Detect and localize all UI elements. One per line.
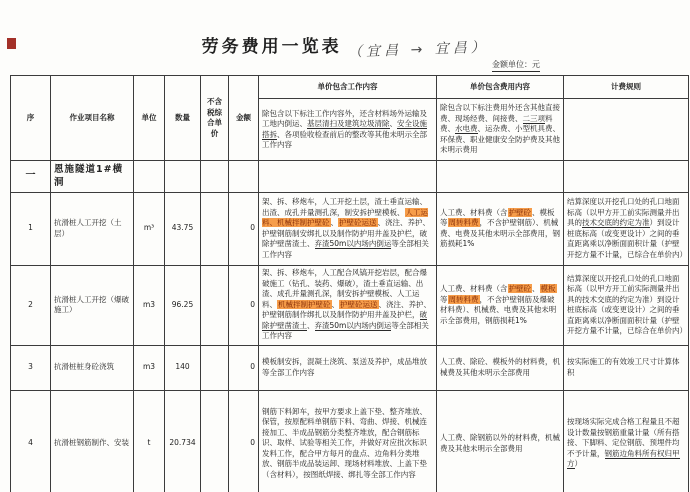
handwritten-annotation: （宜昌 → 宜昌） — [347, 39, 489, 61]
cell-amount — [229, 161, 259, 193]
cell-amount: 0 — [229, 345, 259, 390]
table-row — [11, 161, 689, 193]
cell-work-content: 架、拆、移炮车，人工配合风镐开挖岩层，配合爆破施工（钻孔、装药、爆破），渣土垂直运输、出渣、成孔并量测孔深，制安拆护壁模板、人工运料、机械拌制护壁砼、护壁砼运送、浇注、养护、护壁钢筋制作绑扎以及制作防护用井盖及护栏，破除护壁凿渣土、弃渣50m以内场内倒运等全部相关工作内容 — [259, 265, 437, 345]
header-cost-content: 单价包含费用内容 — [437, 76, 564, 99]
cell-amount: 0 — [229, 192, 259, 265]
cell-unit-price — [201, 192, 229, 265]
page-title: 劳务费用一览表 — [201, 37, 342, 57]
header-amount: 金额 — [229, 76, 259, 161]
cell-cost-content: 人工费、材料费（含护壁砼、模板等周转料费，不含护壁钢筋）、机械费、电费及其他未明示全部费用，钢筋损耗1% — [437, 192, 564, 265]
cell-quantity: 140 — [165, 345, 201, 390]
header-work-content: 单价包含工作内容 — [259, 76, 437, 99]
cell-quantity: 43.75 — [165, 192, 201, 265]
cell-unit-price — [201, 265, 229, 345]
cell-quantity: 96.25 — [165, 265, 201, 345]
cell-unit — [134, 161, 165, 193]
cell-amount: 0 — [229, 390, 259, 492]
header-billing-rule: 计费规则 — [564, 76, 689, 99]
cell-item-name: 抗滑桩桩身砼浇筑 — [51, 345, 134, 390]
labor-cost-table — [10, 75, 689, 492]
currency-unit-note: 金额单位：元 — [492, 59, 540, 72]
cost-content-note: 除包含以下标注费用外还含其他直接费、现场经费、间接费、二三项料费、水电费、运杂费、小型机具费、环保费、职业健康安全防护费及其他未明示费用 — [437, 99, 564, 161]
title-block — [0, 32, 690, 61]
header-item-name: 作业项目名称 — [51, 76, 134, 161]
cell-cost-content: 人工费、材料费（含护壁砼、模板等周转料费，不含护壁钢筋及爆破材料费）、机械费、电费及其他未明示全部费用，钢筋损耗1% — [437, 265, 564, 345]
cell-cost-content — [437, 161, 564, 193]
cell-billing-rule — [564, 161, 689, 193]
cell-seq: 3 — [11, 345, 51, 390]
cell-item-name: 恩施隧道1#横洞 — [51, 161, 134, 193]
table-row — [11, 192, 689, 265]
cell-item-name: 抗滑桩钢筋制作、安装 — [51, 390, 134, 492]
work-content-note: 除包含以下标注工作内容外，还含材料场外运输及工地内倒运、基层清扫及建筑垃圾清除、安全设施搭拆、各项验收检查前后的整改等其他未明示全部工作内容 — [259, 99, 437, 161]
cell-work-content: 模板制安拆，混凝土浇筑、泵送及养护，成品堆放等全部工作内容 — [259, 345, 437, 390]
cell-unit: m³ — [134, 192, 165, 265]
cell-item-name: 抗滑桩人工开挖（爆破施工） — [51, 265, 134, 345]
cell-unit-price — [201, 161, 229, 193]
cell-amount: 0 — [229, 265, 259, 345]
cell-work-content: 钢筋下料卸车，按甲方要求上盖下垫、整齐堆放、保管，按原配料单钢筋下料、弯曲、焊接、机械连接加工、半成品钢筋分类整齐堆放，配合钢筋标识、取样、试验等相关工作，并做好对应批次标识发料工作，配合甲方每月的盘点、边角料分类堆放、钢筋半成品装运卸、现场材料堆放、上盖下垫（含材料），按图纸焊接、绑扎等全部工作内容 — [259, 390, 437, 492]
cell-seq: 一 — [11, 161, 51, 193]
header-unit: 单位 — [134, 76, 165, 161]
table-row — [11, 265, 689, 345]
table-row — [11, 390, 689, 492]
cell-seq: 4 — [11, 390, 51, 492]
cell-billing-rule: 结算深度以开挖孔口处的孔口地面标高（以甲方开工前实际测量并出具的技术交底的约定为准）到设计桩底标高（或变更设计）之间的垂直距离乘以净断面面积计量（护壁开挖方量不计量，已综合在单价内） — [564, 192, 689, 265]
cell-unit: m3 — [134, 345, 165, 390]
cell-quantity: 20.734 — [165, 390, 201, 492]
header-seq: 序 — [11, 76, 51, 161]
billing-rule-note-empty — [564, 99, 689, 161]
cell-quantity — [165, 161, 201, 193]
header-unit-price: 不含税综合单价 — [201, 76, 229, 161]
cell-work-content — [259, 161, 437, 193]
cell-unit-price — [201, 345, 229, 390]
cell-cost-content: 人工费、除钢筋以外的材料费，机械费及其他未明示全部费用 — [437, 390, 564, 492]
cell-unit: m3 — [134, 265, 165, 345]
cell-unit: t — [134, 390, 165, 492]
header-quantity: 数量 — [165, 76, 201, 161]
table-row — [11, 345, 689, 390]
cell-work-content: 架、拆、移炮车，人工开挖土层，渣土垂直运输、出渣、成孔并量测孔深，制安拆护壁模板、人工运料、机械拌制护壁砼、护壁砼运送、浇注、养护、护壁钢筋制安绑扎以及制作防护用井盖及护栏，破除护壁凿渣土、弃渣50m以内场内倒运等全部相关工作内容 — [259, 192, 437, 265]
cell-billing-rule: 按实际施工的有效竣工尺寸计算体积 — [564, 345, 689, 390]
cell-billing-rule: 结算深度以开挖孔口处的孔口地面标高（以甲方开工前实际测量并出具的技术交底的约定为准）到设计桩底标高（或变更设计）之间的垂直距离乘以净断面面积计量（护壁开挖方量不计量，已综合在单价内） — [564, 265, 689, 345]
cell-unit-price — [201, 390, 229, 492]
cell-billing-rule: 按现场实际完成合格工程量且不超设计数量按钢筋重量计量（所有搭接、下脚料、定位钢筋、预埋件均不予计量，钢筋边角料所有权归甲方） — [564, 390, 689, 492]
cell-item-name: 抗滑桩人工开挖（土层） — [51, 192, 134, 265]
cell-cost-content: 人工费、除砼、模板外的材料费，机械费及其他未明示全部费用 — [437, 345, 564, 390]
cell-seq: 1 — [11, 192, 51, 265]
cell-seq: 2 — [11, 265, 51, 345]
